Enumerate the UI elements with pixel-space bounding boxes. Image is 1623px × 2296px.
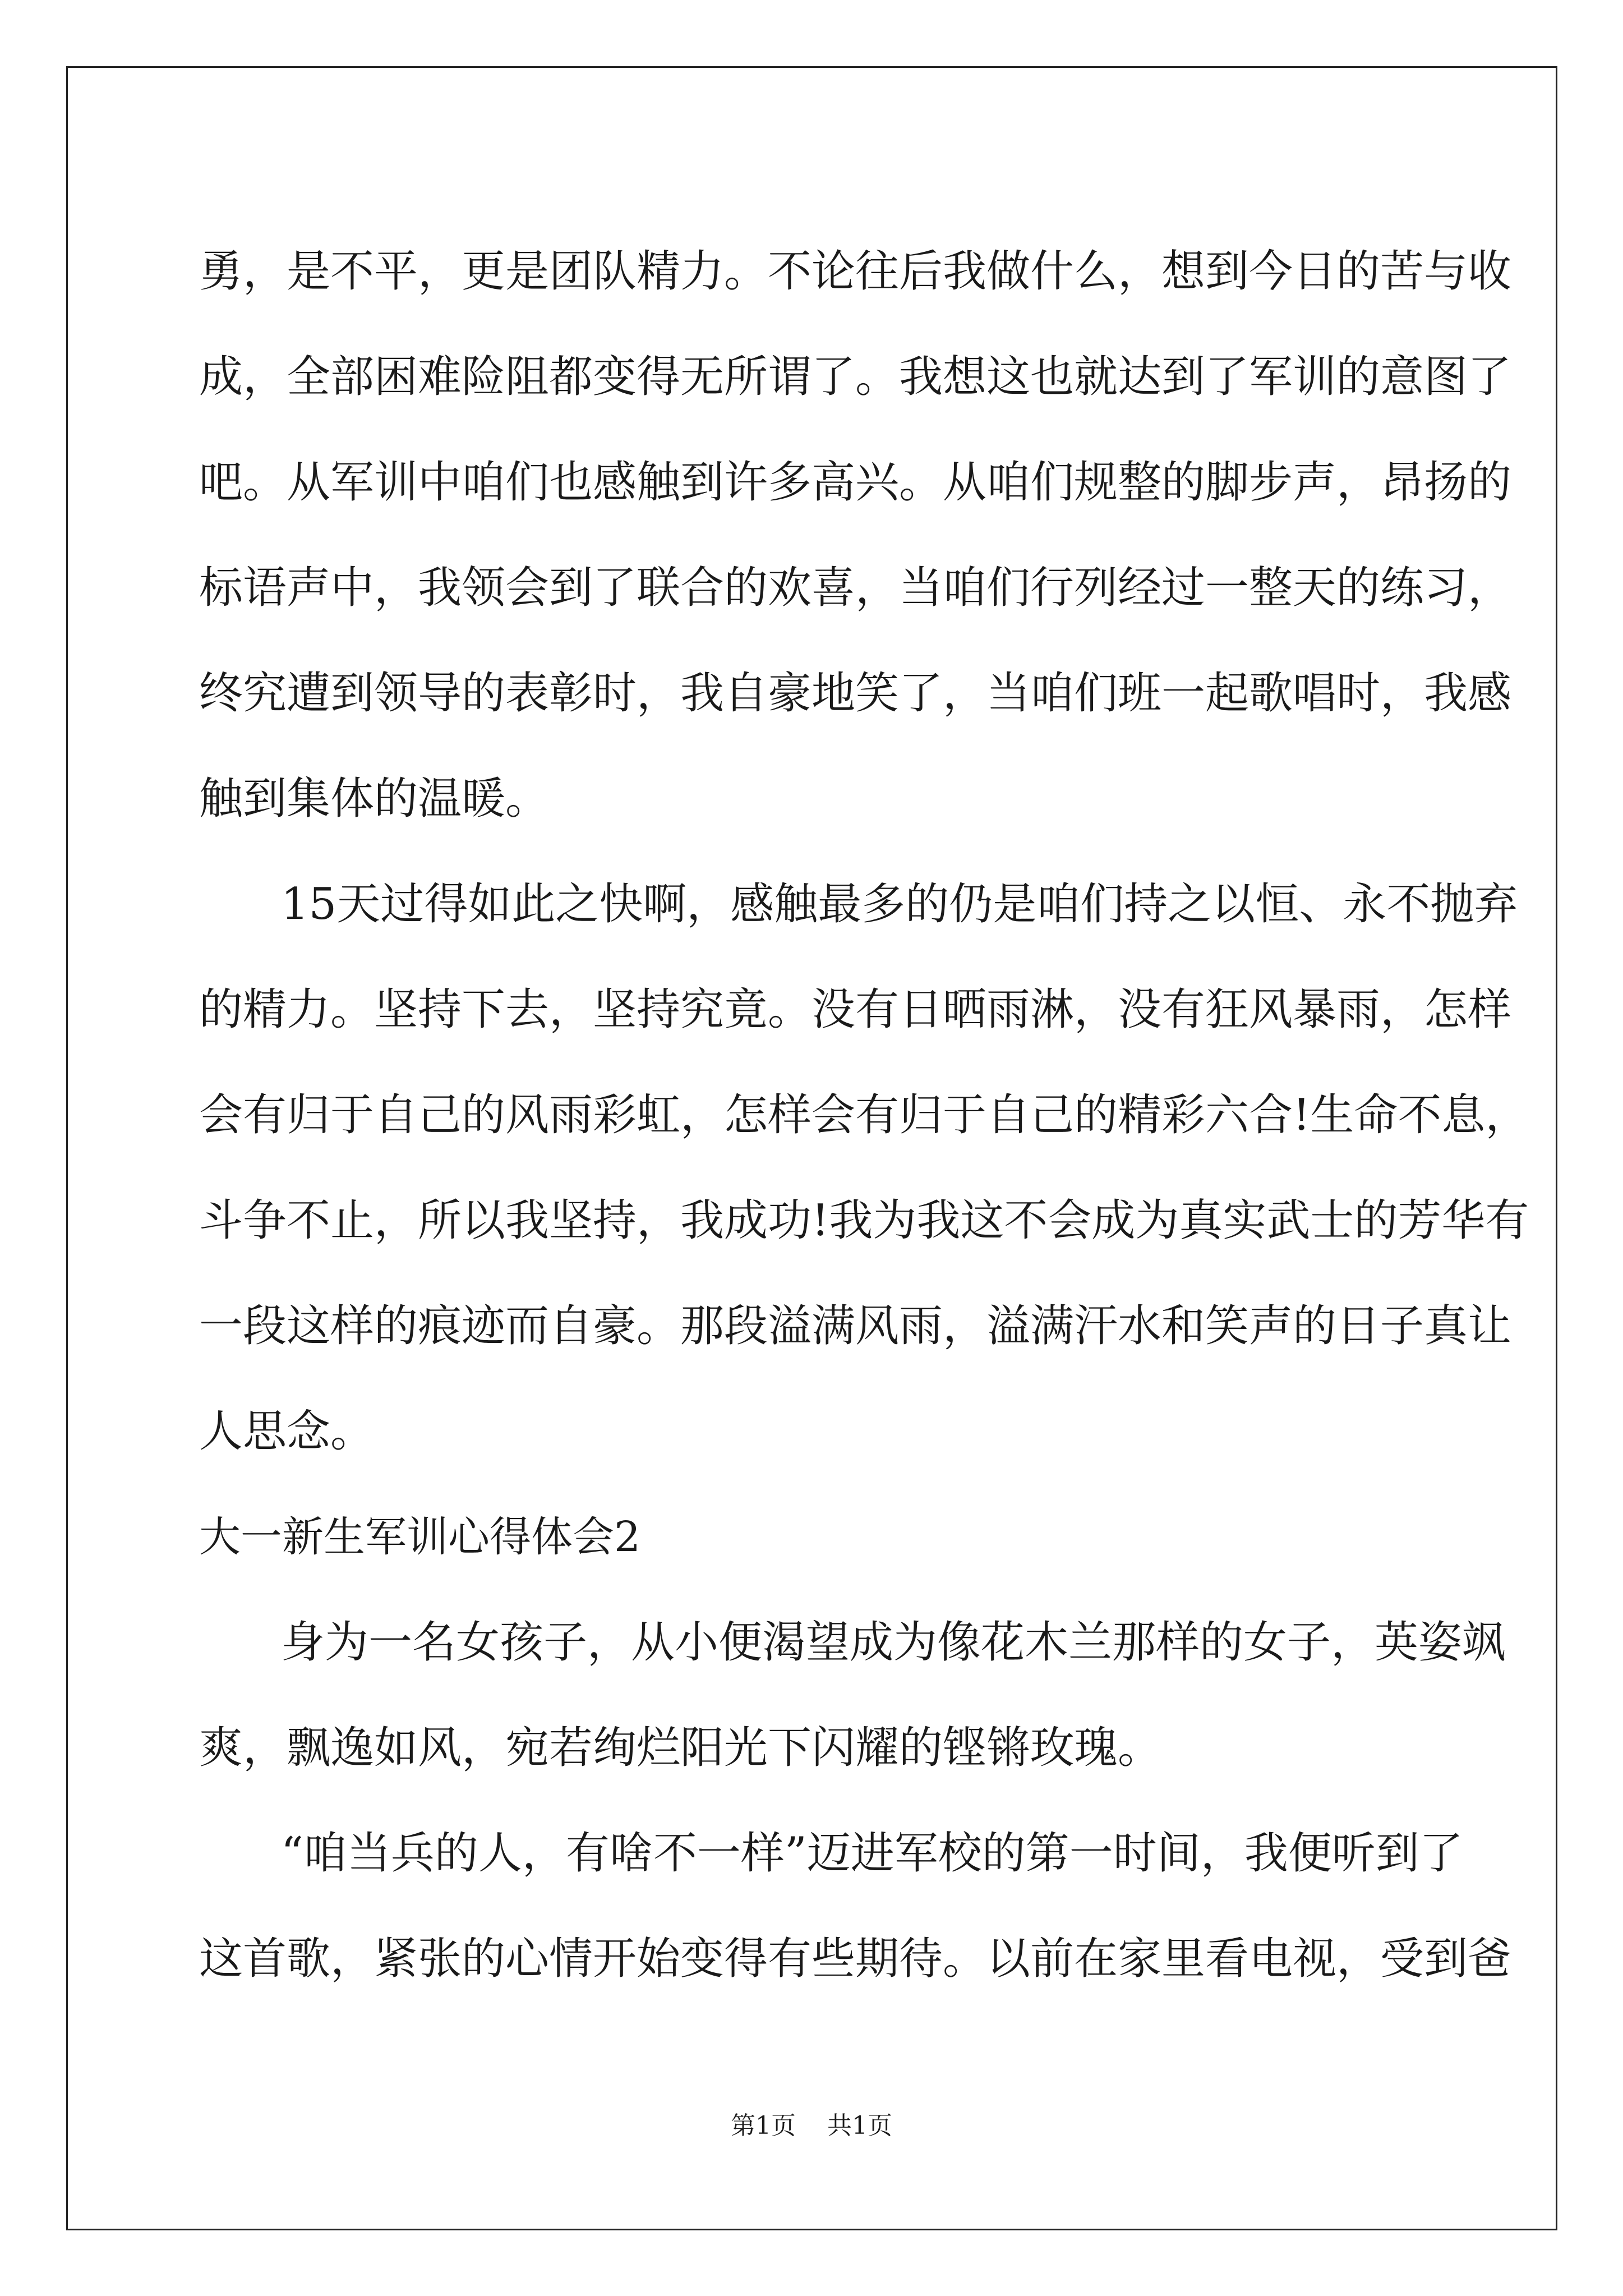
text-line: 人思念。 — [199, 1406, 375, 1457]
page-total: 共1页 — [827, 2111, 892, 2140]
text-line: 这首歌，紧张的心情开始变得有些期待。以前在家里看电视，受到爸 — [199, 1934, 1512, 1984]
text-line: 标语声中，我领会到了联合的欢喜，当咱们行列经过一整天的练习， — [199, 563, 1512, 613]
text-line: 触到集体的温暖。 — [199, 774, 550, 824]
text-line: 一段这样的痕迹而自豪。那段溢满风雨，溢满汗水和笑声的日子真让 — [199, 1301, 1512, 1351]
text-line: 吧。从军训中咱们也感触到许多高兴。从咱们规整的脚步声，昂扬的 — [199, 457, 1512, 508]
paragraph-first-line: 15天过得如此之快啊，感触最多的仍是咱们持之以恒、永不抛弃 — [281, 879, 1518, 930]
page-number: 第1页 — [731, 2111, 796, 2140]
page-footer — [0, 2109, 1623, 2143]
text-line: 的精力。坚持下去，坚持究竟。没有日晒雨淋，没有狂风暴雨，怎样 — [199, 984, 1512, 1035]
text-line: 终究遭到领导的表彰时，我自豪地笑了，当咱们班一起歌唱时，我感 — [199, 668, 1512, 719]
text-line: 成，全部困难险阻都变得无所谓了。我想这也就达到了军训的意图了 — [199, 352, 1512, 402]
document-body — [199, 219, 1529, 2012]
paragraph-first-line: “咱当兵的人，有啥不一样”迈进军校的第一时间，我便听到了 — [281, 1828, 1463, 1879]
paragraph-first-line: 身为一名女孩子，从小便渴望成为像花木兰那样的女子，英姿飒 — [281, 1617, 1506, 1668]
section-heading: 大一新生军训心得体会2 — [199, 1513, 641, 1561]
text-line: 勇，是不平，更是团队精力。不论往后我做什么，想到今日的苦与收 — [199, 246, 1512, 297]
text-line: 斗争不止，所以我坚持，我成功!我为我这不会成为真实武士的芳华有 — [199, 1195, 1529, 1246]
text-line: 会有归于自己的风雨彩虹，怎样会有归于自己的精彩六合!生命不息， — [199, 1090, 1529, 1140]
text-line: 爽，飘逸如风，宛若绚烂阳光下闪耀的铿锵玫瑰。 — [199, 1723, 1162, 1773]
